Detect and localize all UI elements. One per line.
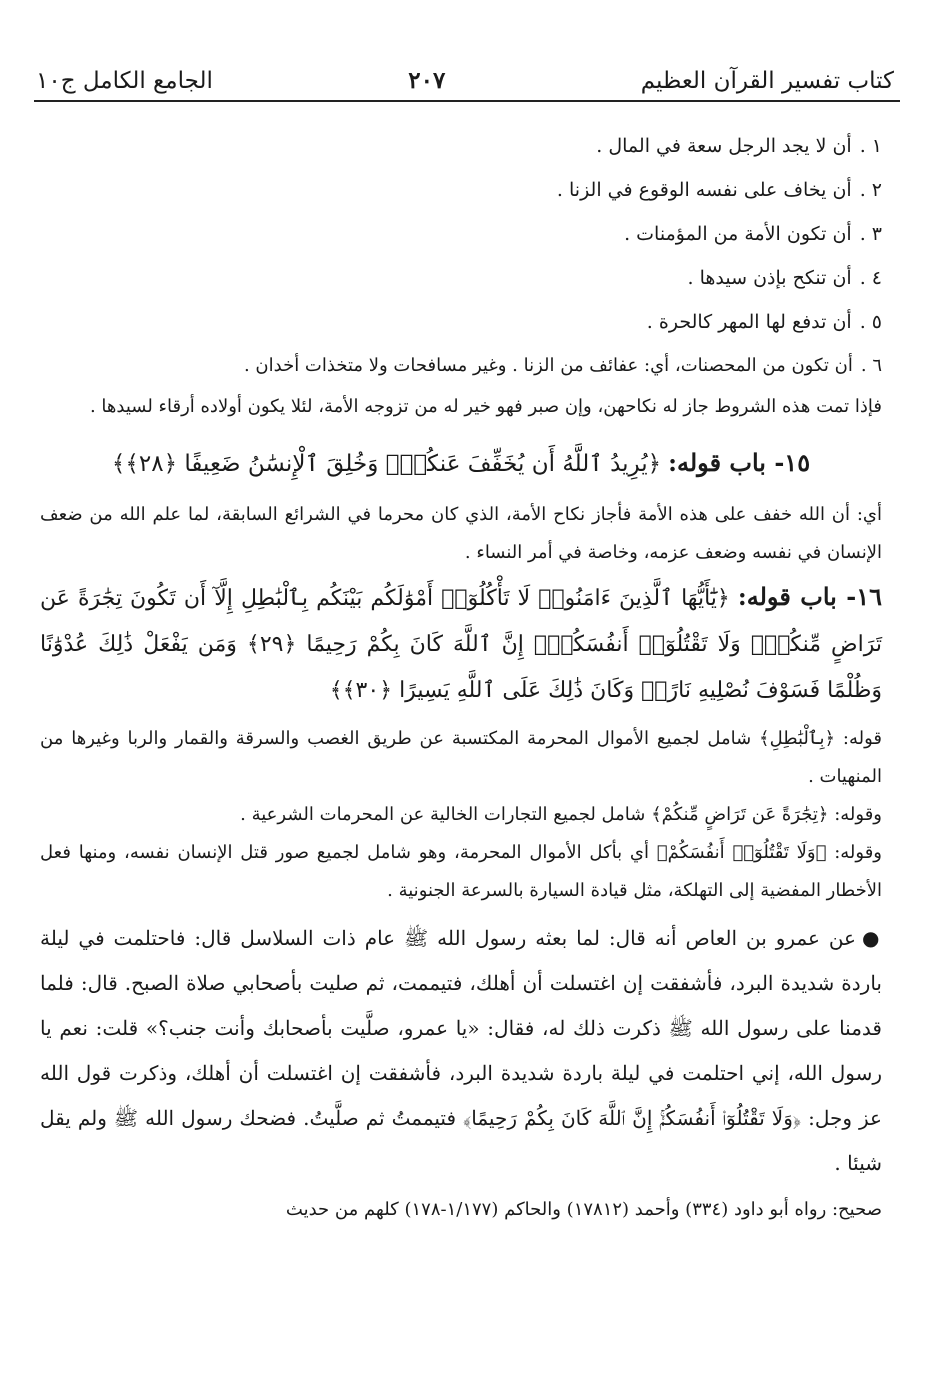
section-16-label: ١٦- باب قوله:: [737, 582, 883, 611]
section-16-comment: وقوله: ﴿تِجَٰرَةً عَن تَرَاضٍ مِّنكُمْ﴾ شامل لجميع التجارات الخالية عن المحرمات الشرعية .: [240, 804, 882, 825]
page-header: [36, 52, 894, 98]
hadith-paragraph: [40, 916, 882, 1186]
conditions-list: [40, 124, 882, 388]
page-content: [40, 124, 882, 1230]
header-divider: [34, 100, 900, 102]
section-16-heading: [40, 574, 882, 714]
source-note: صحيح: رواه أبو داود (٣٣٤) وأحمد (١٧٨١٢) والحاكم (١/١٧٧-١٧٨) كلهم من حديث: [285, 1199, 882, 1220]
conclusion-paragraph: فإذا تمت هذه الشروط جاز له نكاحهن، وإن صبر فهو خير له من تزوجه الأمة، لئلا يكون أولاده أرقاء لسيدها .: [89, 396, 882, 417]
section-16-verse: ﴿يَٰٓأَيُّهَا ٱلَّذِينَ ءَامَنُوا۟ لَا تَأْكُلُوٓا۟ أَمْوَٰلَكُم بَيْنَكُم بِٱلْبَٰطِلِ إِلَّآ أَن تَكُونَ تِجَٰرَةً عَن تَرَاضٍ مِّنكُمْۚ وَلَا تَقْتُلُوٓا۟ أَنفُسَكُمْۚ إِنَّ ٱللَّهَ كَانَ بِكُمْ رَحِيمًا ﴿٢٩﴾ وَمَن يَفْعَلْ ذَٰلِكَ عُدْوَٰنًا وَظُلْمًا فَسَوْفَ نُصْلِيهِ نَارًاۚ وَكَانَ ذَٰلِكَ عَلَى ٱللَّهِ يَسِيرًا ﴿٣٠﴾﴾: [40, 586, 882, 703]
condition-item: ٤ .أن تنكح بإذن سيدها .: [687, 267, 882, 289]
section-15-commentary: أي: أن الله خفف على هذه الأمة فأجاز نكاح الأمة، الذي كان محرما في الشرائع السابقة، لما علم الله من ضعف الإنسان في نفسه وضعف عزمه، وخاصة في أمر النساء .: [40, 504, 882, 563]
page-number: ٢٠٧: [408, 67, 446, 94]
condition-item: ٦ .أن تكون من المحصنات، أي: عفائف من الزنا . وغير مسافحات ولا متخذات أخدان .: [243, 355, 882, 376]
hadith-text: عن عمرو بن العاص أنه قال: لما بعثه رسول الله ﷺ عام ذات السلاسل قال: فاحتلمت في ليلة باردة شديدة البرد، فأشفقت إن اغتسلت أن أهلك، فتيممت، ثم صليت بأصحابي صلاة الصبح. قال: فلما قدمنا على رسول الله ﷺ ذكرت ذلك له، فقال: «يا عمرو، صلَّيت بأصحابك وأنت جنب؟» قلت: نعم يا رسول الله، إني احتلمت في ليلة باردة شديدة البرد، فأشفقت إن اغتسلت أن أهلك، وذكرت قول الله عز وجل: ﴿وَلَا تَقْتُلُوٓا۟ أَنفُسَكُمْۚ إِنَّ ٱللَّهَ كَانَ بِكُمْ رَحِيمًا﴾ فتيممتُ ثم صلَّيتُ. فضحك رسول الله ﷺ ولم يقل شيئا .: [40, 926, 882, 1175]
section-16-comment: قوله: ﴿بِٱلْبَٰطِلِ﴾ شامل لجميع الأموال المحرمة المكتسبة عن طريق الغصب والسرقة والقمار والربا وغيرها من المنهيات .: [40, 728, 882, 787]
book-title: كتاب تفسير القرآن العظيم: [640, 68, 894, 94]
condition-item: ١ .أن لا يجد الرجل سعة في المال .: [596, 135, 882, 157]
condition-item: ٥ .أن تدفع لها المهر كالحرة .: [646, 311, 882, 333]
section-15-heading: [40, 432, 882, 496]
condition-item: ٢ .أن يخاف على نفسه الوقوع في الزنا .: [556, 179, 882, 201]
condition-item: ٣ .أن تكون الأمة من المؤمنات .: [624, 223, 882, 245]
section-16-comment: وقوله: ﴿وَلَا تَقْتُلُوٓا۟ أَنفُسَكُمْ﴾ أي بأكل الأموال المحرمة، وهو شامل لجميع صور قتل الإنسان نفسه، ومنها فعل الأخطار المفضية إلى التهلكة، مثل قيادة السيارة بالسرعة الجنونية .: [40, 842, 882, 901]
section-15-verse: ﴿يُرِيدُ ٱللَّهُ أَن يُخَفِّفَ عَنكُمْۚ وَخُلِقَ ٱلْإِنسَٰنُ ضَعِيفًا ﴿٢٨﴾﴾: [111, 451, 662, 477]
volume-label: الجامع الكامل ج١٠: [36, 68, 213, 94]
bullet-icon: ●: [861, 926, 883, 950]
section-15-label: ١٥- باب قوله:: [668, 448, 811, 477]
